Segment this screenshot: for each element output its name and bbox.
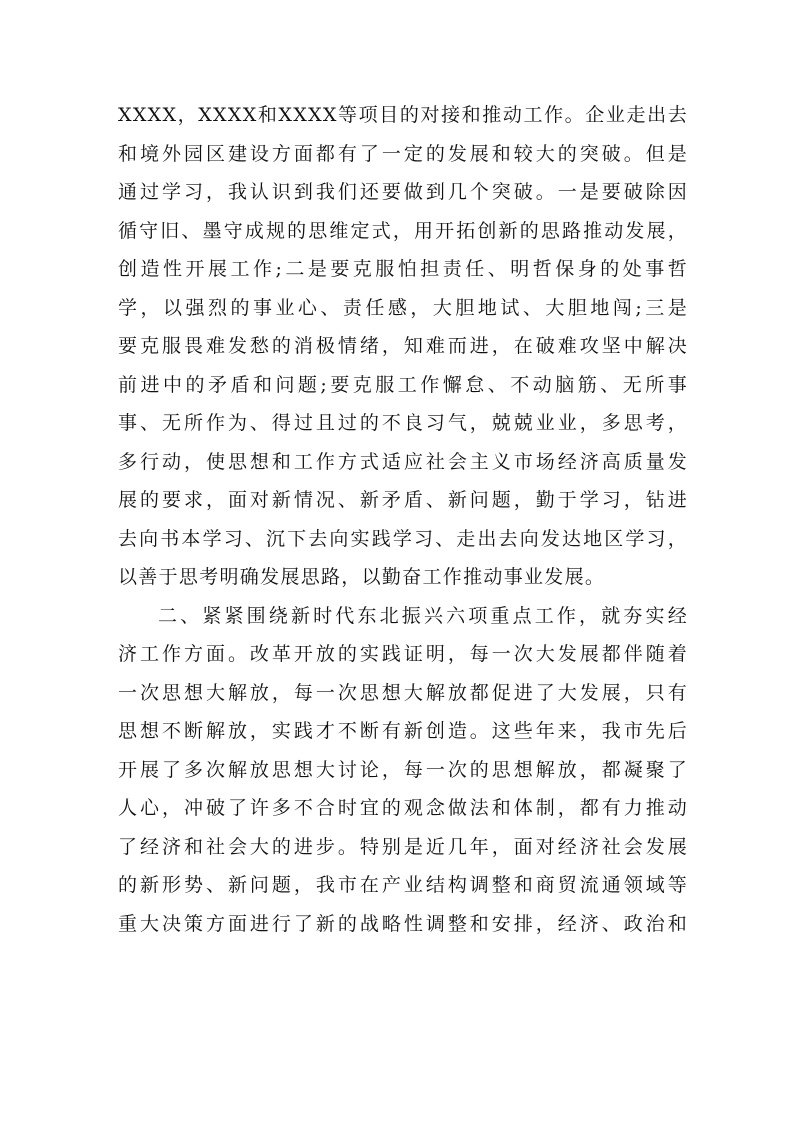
text-line: 创造性开展工作;二是要克服怕担责任、明哲保身的处事哲	[118, 258, 688, 280]
text-line: 重大决策方面进行了新的战略性调整和安排，经济、政治和	[118, 912, 688, 935]
text-line: 学，以强烈的事业心、责任感，大胆地试、大胆地闯;三是	[118, 296, 688, 319]
text-line: 事、无所作为、得过且过的不良习气，兢兢业业，多思考，	[118, 412, 688, 434]
body-text	[118, 96, 688, 943]
paragraph-first-line: 二、紧紧围绕新时代东北振兴六项重点工作，就夯实经	[158, 604, 688, 627]
text-line: 展的要求，面对新情况、新矛盾、新问题，勤于学习，钻进	[118, 489, 688, 511]
text-line: XXXX，XXXX和XXXX等项目的对接和推动工作。企业走出去	[118, 104, 688, 126]
text-line: 思想不断解放，实践才不断有新创造。这些年来，我市先后	[118, 720, 688, 742]
text-line: 济工作方面。改革开放的实践证明，每一次大发展都伴随着	[118, 643, 688, 665]
text-line: 通过学习，我认识到我们还要做到几个突破。一是要破除因	[118, 181, 688, 203]
paragraph-last-line: 以善于思考明确发展思路，以勤奋工作推动事业发展。	[118, 566, 606, 588]
text-line: 人心，冲破了许多不合时宜的观念做法和体制，都有力推动	[118, 797, 688, 819]
text-line: 要克服畏难发愁的消极情绪，知难而进，在破难攻坚中解决	[118, 335, 688, 357]
text-line: 一次思想大解放，每一次思想大解放都促进了大发展，只有	[118, 681, 688, 704]
text-line: 多行动，使思想和工作方式适应社会主义市场经济高质量发	[118, 450, 688, 473]
text-line: 的新形势、新问题，我市在产业结构调整和商贸流通领域等	[118, 874, 688, 896]
text-line: 和境外园区建设方面都有了一定的发展和较大的突破。但是	[118, 142, 688, 165]
text-line: 去向书本学习、沉下去向实践学习、走出去向发达地区学习，	[118, 527, 688, 550]
text-line: 开展了多次解放思想大讨论，每一次的思想解放，都凝聚了	[118, 758, 688, 781]
text-line: 前进中的矛盾和问题;要克服工作懈怠、不动脑筋、无所事	[118, 373, 688, 396]
text-line: 循守旧、墨守成规的思维定式，用开拓创新的思路推动发展，	[118, 219, 688, 242]
text-line: 了经济和社会大的进步。特别是近几年，面对经济社会发展	[118, 835, 688, 858]
